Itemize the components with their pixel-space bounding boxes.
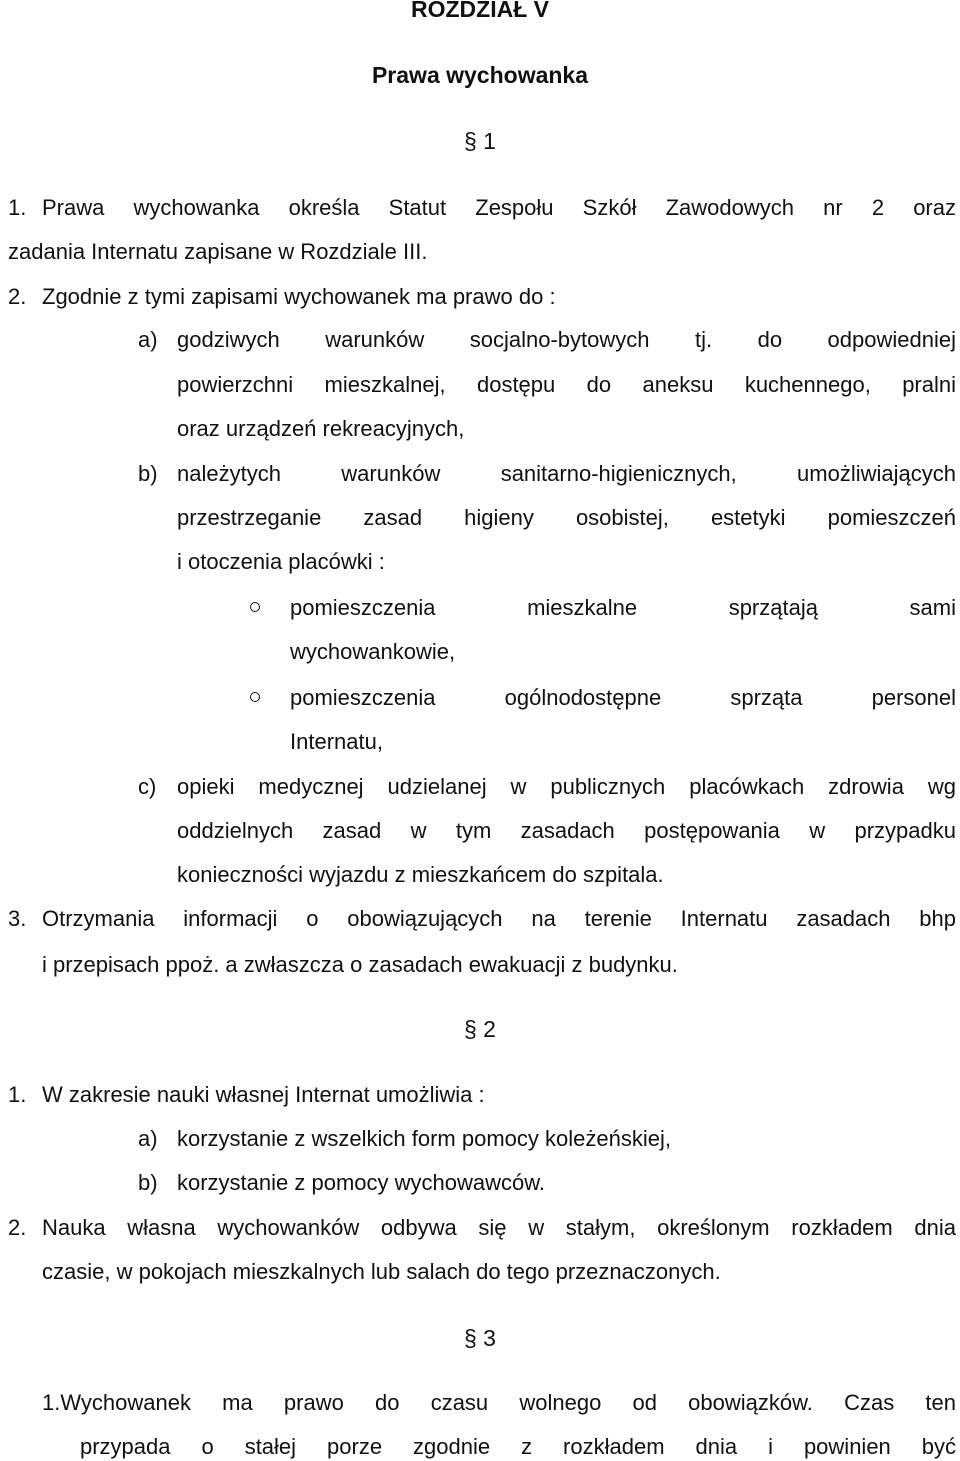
s1-p3-line1: Otrzymania informacji o obowiązujących na terenie Internatu zasadach bhp bbox=[42, 906, 956, 931]
s1-item-b-line3: i otoczenia placówki : bbox=[177, 549, 385, 574]
section-mark-1: § 1 bbox=[464, 128, 496, 154]
s1-p1-line2: zadania Internatu zapisane w Rozdziale III. bbox=[8, 239, 428, 264]
s1-p2-line1: Zgodnie z tymi zapisami wychowanek ma prawo do : bbox=[42, 284, 556, 309]
s1-item-a-line1: godziwych warunków socjalno-bytowych tj. do odpowiedniej bbox=[177, 327, 956, 352]
s1-item-c-line3: konieczności wyjazdu z mieszkańcem do szpitala. bbox=[177, 862, 664, 887]
s1-item-c-line1: opieki medycznej udzielanej w publicznych placówkach zdrowia wg bbox=[177, 774, 956, 799]
s1-item-b-label: b) bbox=[138, 461, 158, 486]
section-mark-3: § 3 bbox=[464, 1325, 496, 1351]
s1-item-b-line2: przestrzeganie zasad higieny osobistej, estetyki pomieszczeń bbox=[177, 505, 956, 530]
bullet-icon bbox=[250, 692, 260, 702]
bullet-icon bbox=[250, 602, 260, 612]
s1-item-a-line2: powierzchni mieszkalnej, dostępu do aneksu kuchennego, pralni bbox=[177, 372, 956, 397]
s1-p3-number: 3. bbox=[8, 906, 27, 931]
s1-item-b-line1: należytych warunków sanitarno-higienicznych, umożliwiających bbox=[177, 461, 956, 486]
s1-bullet1-line1: pomieszczenia mieszkalne sprzątają sami bbox=[290, 595, 956, 620]
s1-p2-number: 2. bbox=[8, 284, 27, 309]
s2-p1-line1: W zakresie nauki własnej Internat umożliwia : bbox=[42, 1082, 485, 1107]
s3-p1-line2: przypada o stałej porze zgodnie z rozkładem dnia i powinien być bbox=[80, 1434, 956, 1459]
s2-item-a-label: a) bbox=[138, 1126, 158, 1151]
s2-p1-number: 1. bbox=[8, 1082, 27, 1107]
chapter-title: Prawa wychowanka bbox=[371, 62, 589, 88]
s2-p2-number: 2. bbox=[8, 1215, 27, 1240]
chapter-heading: ROZDZIAŁ V bbox=[411, 0, 549, 22]
s1-item-a-label: a) bbox=[138, 327, 158, 352]
s1-item-a-line3: oraz urządzeń rekreacyjnych, bbox=[177, 416, 465, 441]
s1-p3-line2: i przepisach ppoż. a zwłaszcza o zasadach ewakuacji z budynku. bbox=[42, 952, 678, 977]
s2-item-b-line1: korzystanie z pomocy wychowawców. bbox=[177, 1170, 546, 1195]
s2-p2-line1: Nauka własna wychowanków odbywa się w stałym, określonym rozkładem dnia bbox=[42, 1215, 956, 1240]
s1-bullet1-line2: wychowankowie, bbox=[290, 639, 456, 664]
s2-item-a-line1: korzystanie z wszelkich form pomocy koleżeńskiej, bbox=[177, 1126, 671, 1151]
section-mark-2: § 2 bbox=[464, 1016, 496, 1042]
s1-p1-line1: Prawa wychowanka określa Statut Zespołu Szkół Zawodowych nr 2 oraz bbox=[42, 195, 956, 220]
s2-p2-line2: czasie, w pokojach mieszkalnych lub salach do tego przeznaczonych. bbox=[42, 1259, 721, 1284]
s1-bullet2-line1: pomieszczenia ogólnodostępne sprząta personel bbox=[290, 685, 956, 710]
s1-item-c-label: c) bbox=[138, 774, 157, 799]
s3-p1-line1: 1.Wychowanek ma prawo do czasu wolnego od obowiązków. Czas ten bbox=[42, 1390, 956, 1415]
s1-bullet2-line2: Internatu, bbox=[290, 729, 383, 754]
s2-item-b-label: b) bbox=[138, 1170, 158, 1195]
s1-item-c-line2: oddzielnych zasad w tym zasadach postępowania w przypadku bbox=[177, 818, 956, 843]
s1-p1-number: 1. bbox=[8, 195, 27, 220]
